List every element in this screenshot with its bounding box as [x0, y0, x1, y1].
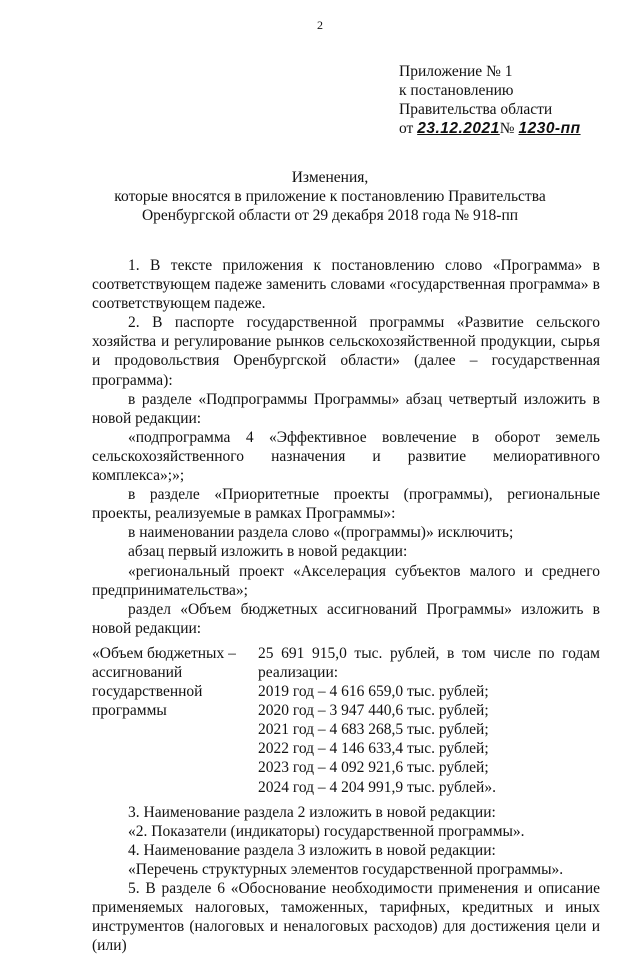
paragraph: 2. В паспорте государственной программы «Развитие сельского хозяйства и регулирование рынков сельскохозяйственной продукции, сырья и продовольствия Оренбургской области» (далее – государственная программа): — [92, 314, 600, 389]
title-line-2: которые вносятся в приложение к постановлению Правительства — [114, 188, 546, 205]
document-title — [60, 168, 600, 225]
paragraph: 4. Наименование раздела 3 изложить в новой редакции: — [128, 841, 496, 859]
budget-year-row: 2019 год – 4 616 659,0 тыс. рублей; — [258, 683, 489, 701]
paragraph: «подпрограмма 4 «Эффективное вовлечение в оборот земель сельскохозяйственного назначения и развитие мелиоративного комплекса»;»; — [92, 428, 600, 485]
paragraph: в разделе «Подпрограммы Программы» абзац четвертый изложить в новой редакции: — [92, 390, 600, 427]
appendix-header — [399, 62, 581, 138]
budget-label: «Объем бюджетных – ассигнований государственной программы — [92, 644, 236, 720]
paragraph: в наименовании раздела слово «(программы)» исключить; — [128, 524, 514, 542]
handwritten-date: 23.12.2021 — [417, 120, 500, 137]
paragraph: раздел «Объем бюджетных ассигнований Программы» изложить в новой редакции: — [92, 600, 600, 637]
appendix-line-3: Правительства области — [399, 101, 553, 118]
budget-table — [92, 644, 600, 797]
paragraph: в разделе «Приоритетные проекты (программы), региональные проекты, реализуемые в рамках Программы»: — [92, 486, 600, 523]
budget-year-row: 2024 год – 4 204 991,9 тыс. рублей». — [258, 778, 496, 796]
paragraph: «2. Показатели (индикаторы) государственной программы». — [128, 822, 525, 840]
paragraph: «региональный проект «Акселерация субъектов малого и среднего предпринимательства»; — [92, 562, 600, 599]
budget-years — [258, 682, 600, 797]
date-prefix: от — [399, 120, 414, 137]
budget-values — [258, 644, 600, 797]
budget-year-row: 2022 год – 4 146 633,4 тыс. рублей; — [258, 740, 489, 758]
paragraph: абзац первый изложить в новой редакции: — [128, 543, 408, 561]
budget-year-row: 2020 год – 3 947 440,6 тыс. рублей; — [258, 702, 489, 720]
budget-total: 25 691 915,0 тыс. рублей, в том числе по годам реализации: — [258, 644, 600, 681]
appendix-date-line — [399, 119, 581, 138]
budget-year-row: 2021 год – 4 683 268,5 тыс. рублей; — [258, 721, 489, 739]
appendix-line-2: к постановлению — [399, 82, 514, 99]
title-line-1: Изменения, — [291, 169, 369, 186]
page-number: 2 — [317, 18, 323, 32]
paragraph: «Перечень структурных элементов государственной программы». — [128, 860, 564, 878]
paragraph: 1. В тексте приложения к постановлению слово «Программа» в соответствующем падеже заменить словами «государственная программа» в соответствующем падеже. — [92, 257, 600, 313]
title-line-3: Оренбургской области от 29 декабря 2018 года № 918-пп — [141, 207, 519, 224]
budget-year-row: 2023 год – 4 092 921,6 тыс. рублей; — [258, 759, 489, 777]
number-sign: № — [499, 120, 515, 137]
paragraph: 5. В разделе 6 «Обоснование необходимости применения и описание применяемых налоговых, таможенных, тарифных, кредитных и иных инструментов (налоговых и неналоговых расходов) для достижения цели и (или) — [92, 880, 600, 955]
appendix-line-1: Приложение № 1 — [399, 63, 513, 80]
document-body — [92, 256, 600, 955]
paragraph: 3. Наименование раздела 2 изложить в новой редакции: — [128, 803, 496, 821]
handwritten-number: 1230-пп — [518, 120, 581, 137]
